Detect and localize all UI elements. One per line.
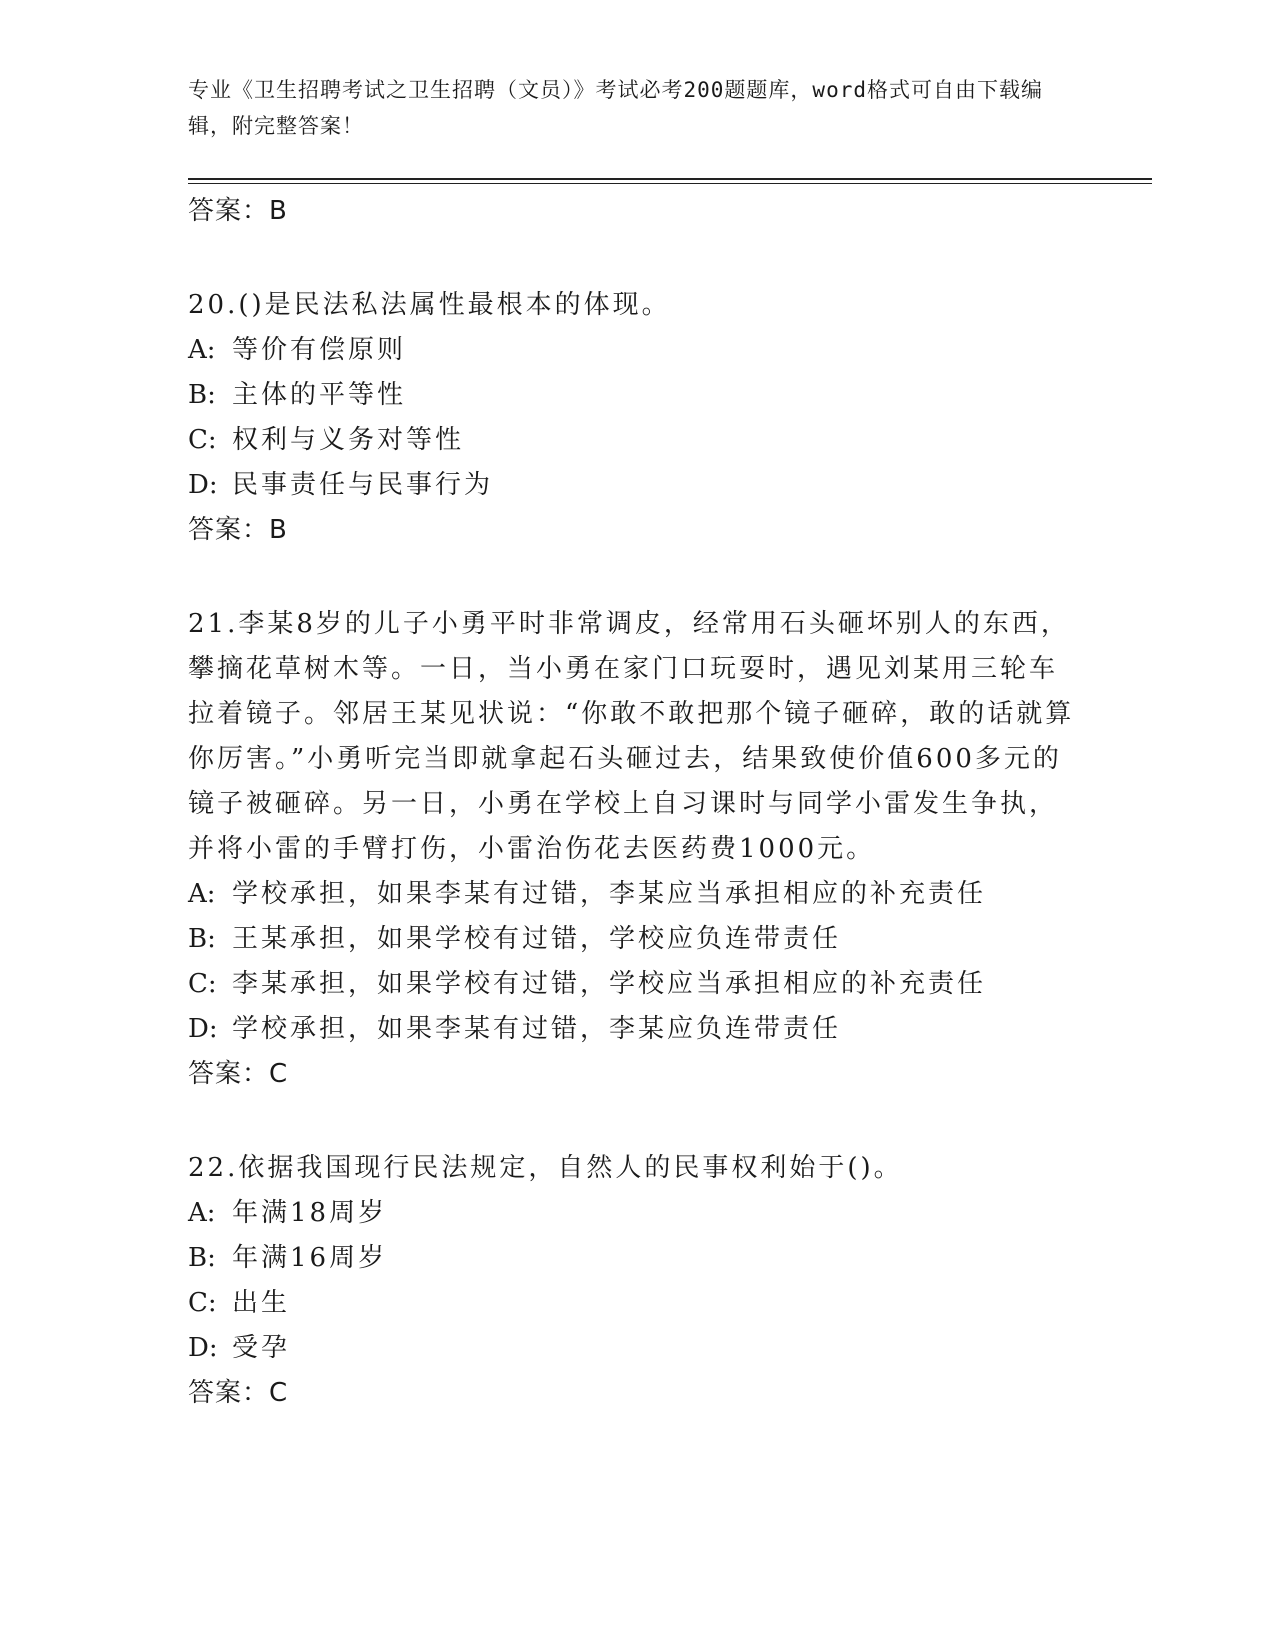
answer: 答案：B (188, 515, 288, 545)
option-key: C: (188, 969, 217, 999)
question-stem: 20.()是民法私法属性最根本的体现。 (188, 290, 671, 320)
option-c (188, 418, 1078, 463)
option-key: B: (188, 1243, 216, 1273)
option-text: 主体的平等性 (232, 380, 407, 410)
option-text: 权利与义务对等性 (232, 425, 465, 455)
document-content (188, 189, 1078, 1415)
option-key: A: (188, 879, 216, 909)
previous-answer: 答案：B (188, 196, 288, 226)
option-text: 王某承担，如果学校有过错，学校应负连带责任 (232, 924, 842, 954)
option-text: 受孕 (232, 1333, 291, 1363)
option-d (188, 1326, 1078, 1371)
option-key: A: (188, 335, 216, 365)
option-text: 等价有偿原则 (232, 335, 407, 365)
option-text: 出生 (232, 1288, 291, 1318)
option-text: 民事责任与民事行为 (232, 470, 494, 500)
option-text: 学校承担，如果李某有过错，李某应负连带责任 (232, 1014, 842, 1044)
option-key: D: (188, 470, 218, 500)
answer: 答案：C (188, 1378, 289, 1408)
option-text: 学校承担，如果李某有过错，李某应当承担相应的补充责任 (232, 879, 987, 909)
option-d (188, 1007, 1078, 1052)
answer: 答案：C (188, 1059, 289, 1089)
option-d (188, 463, 1078, 508)
option-b (188, 373, 1078, 418)
option-c (188, 962, 1078, 1007)
option-key: D: (188, 1014, 218, 1044)
option-text: 年满18周岁 (232, 1198, 388, 1228)
option-a (188, 872, 1078, 917)
header-rule-thick (188, 178, 1152, 180)
option-key: A: (188, 1198, 216, 1228)
option-text: 李某承担，如果学校有过错，学校应当承担相应的补充责任 (232, 969, 987, 999)
option-c (188, 1281, 1078, 1326)
option-b (188, 917, 1078, 962)
option-a (188, 328, 1078, 373)
question-20 (188, 283, 1078, 552)
option-key: B: (188, 380, 216, 410)
header-rule-thin (188, 183, 1152, 184)
option-b (188, 1236, 1078, 1281)
option-a (188, 1191, 1078, 1236)
option-key: D: (188, 1333, 218, 1363)
option-key: C: (188, 425, 217, 455)
option-key: C: (188, 1288, 217, 1318)
option-text: 年满16周岁 (232, 1243, 388, 1273)
question-21 (188, 602, 1078, 1096)
option-key: B: (188, 924, 216, 954)
question-22 (188, 1146, 1078, 1415)
question-stem: 22.依据我国现行民法规定，自然人的民事权利始于()。 (188, 1153, 903, 1183)
question-stem: 21.李某8岁的儿子小勇平时非常调皮，经常用石头砸坏别人的东西，攀摘花草树木等。一日，当小勇在家门口玩耍时，遇见刘某用三轮车拉着镜子。邻居王某见状说：“你敢不敢把那个镜子砸碎，敢的话就算你厉害。”小勇听完当即就拿起石头砸过去，结果致使价值600多元的镜子被砸碎。另一日，小勇在学校上自习课时与同学小雷发生争执，并将小雷的手臂打伤，小雷治伤花去医药费1000元。 (188, 609, 1075, 864)
document-header: 专业《卫生招聘考试之卫生招聘（文员）》考试必考200题题库，word格式可自由下载编辑，附完整答案！ (188, 78, 1043, 138)
